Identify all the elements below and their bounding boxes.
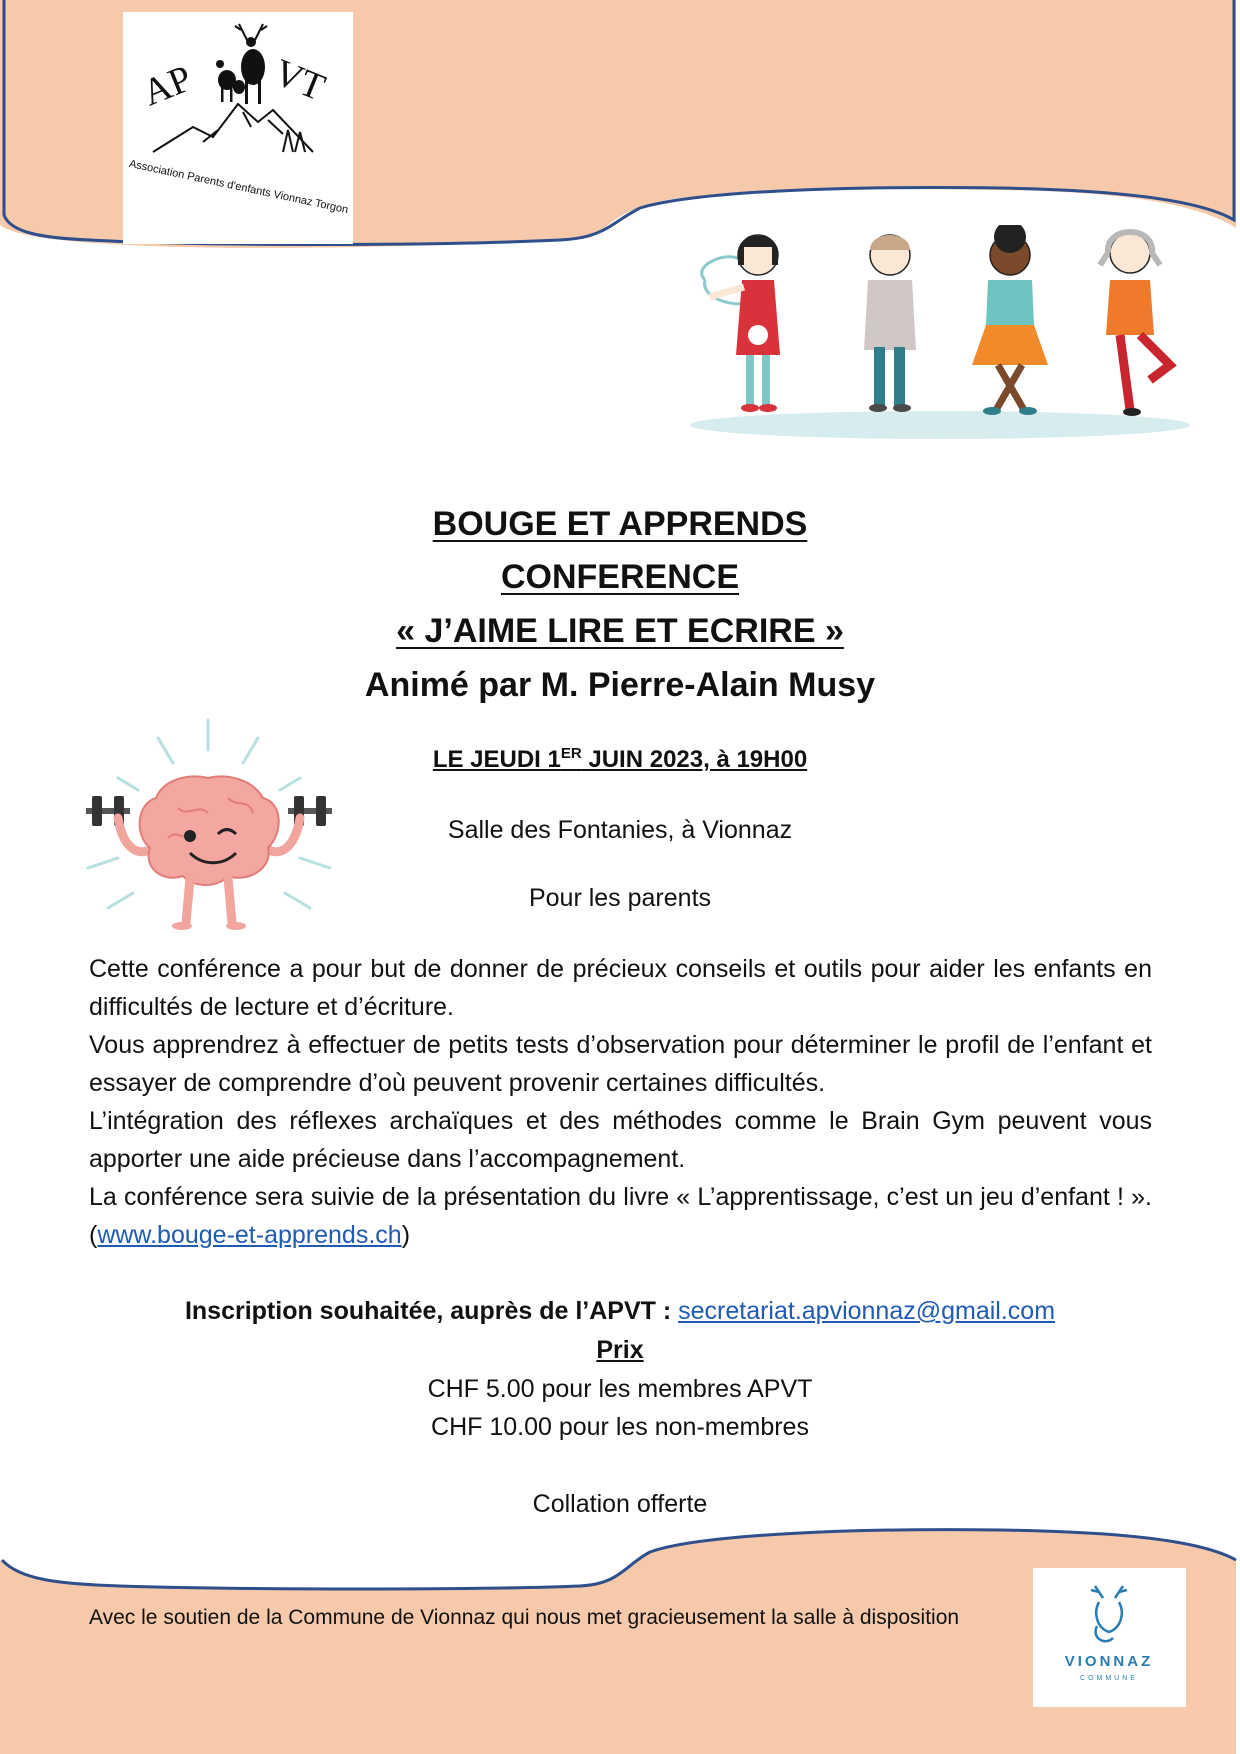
- vionnaz-logo: [1033, 1568, 1186, 1707]
- deer-icon: [216, 24, 267, 104]
- deer-head-icon: [1091, 1586, 1127, 1641]
- collation: Collation offerte: [532, 1490, 708, 1518]
- vionnaz-sub: COMMUNE: [1080, 1675, 1138, 1682]
- description: [89, 950, 1152, 1254]
- title-line-1: BOUGE ET APPRENDS: [432, 505, 808, 543]
- vionnaz-name: VIONNAZ: [1064, 1653, 1154, 1670]
- mountain-icon: [153, 104, 313, 152]
- title-line-3: « J’AIME LIRE ET ECRIRE »: [396, 612, 844, 650]
- price-members: CHF 5.00 pour les membres APVT: [427, 1375, 813, 1403]
- footer-text: Avec le soutien de la Commune de Vionnaz qui nous met gracieusement la salle à disposition: [89, 1606, 960, 1629]
- price-non-members: CHF 10.00 pour les non-membres: [431, 1413, 809, 1441]
- email-link[interactable]: secretariat.apvionnaz@gmail.com: [678, 1297, 1056, 1325]
- logo-text-left: AP: [136, 57, 198, 115]
- event-date: LE JEUDI 1ER JUIN 2023, à 19H00: [432, 745, 808, 773]
- child-1: [702, 235, 780, 412]
- logo-text-right: VT: [268, 51, 331, 110]
- child-4: [1100, 232, 1170, 416]
- website-link[interactable]: www.bouge-et-apprends.ch: [97, 1221, 402, 1249]
- child-2: [864, 235, 916, 412]
- price-heading: Prix: [596, 1336, 644, 1364]
- child-3: [972, 225, 1048, 415]
- apvt-logo: [123, 12, 353, 244]
- event-audience: Pour les parents: [528, 884, 712, 912]
- description-p1: Cette conférence a pour but de donner de précieux conseils et outils pour aider les enfants en difficultés de lecture et d’écriture.: [89, 955, 1152, 1021]
- children-illustration: [680, 225, 1200, 500]
- description-p2: Vous apprendrez à effectuer de petits tests d’observation pour déterminer le profil de l’enfant et essayer de comprendre d’où peuvent provenir certaines difficultés.: [89, 1031, 1152, 1097]
- title-line-2: CONFERENCE: [500, 558, 740, 596]
- event-venue: Salle des Fontanies, à Vionnaz: [447, 816, 793, 844]
- title-line-4: Animé par M. Pierre-Alain Musy: [364, 666, 876, 704]
- logo-caption: Association Parents d'enfants Vionnaz Torgon: [127, 157, 350, 217]
- description-p4: La conférence sera suivie de la présentation du livre « L’apprentissage, c’est un jeu d’enfant ! ». (www.bouge-et-apprends.ch): [89, 1183, 1152, 1249]
- description-p3: L’intégration des réflexes archaïques et des méthodes comme le Brain Gym peuvent vous apporter une aide précieuse dans l’accompagnement.: [89, 1107, 1152, 1173]
- inscription: Inscription souhaitée, auprès de l’APVT : secretariat.apvionnaz@gmail.com: [184, 1297, 1056, 1325]
